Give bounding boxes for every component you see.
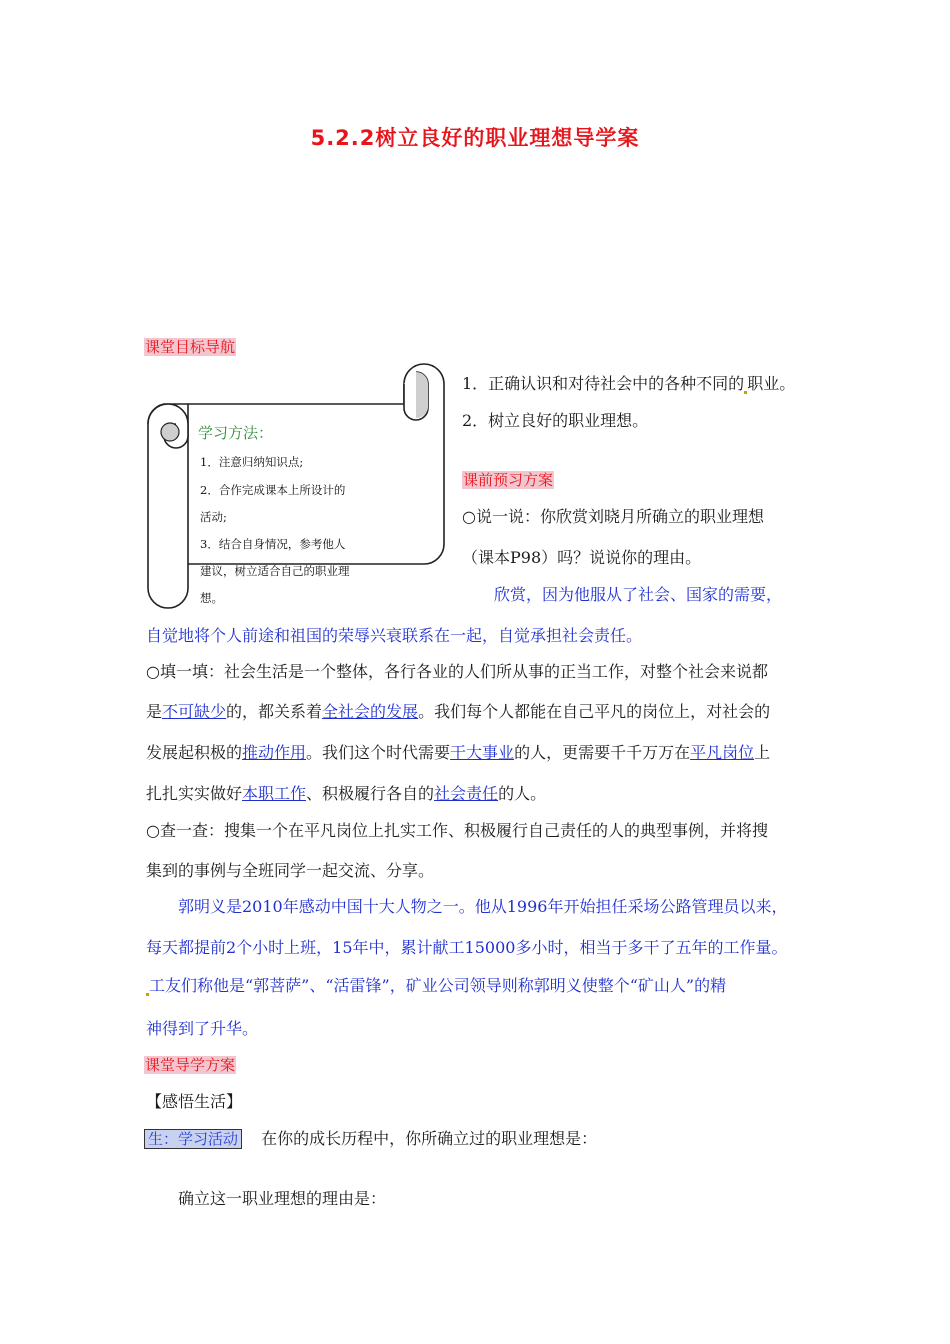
- fill-blank-2: 全社会的发展: [322, 702, 419, 721]
- check-line-2: 集到的事例与全班同学一起交流、分享。: [146, 861, 435, 880]
- fill-blank-1: 不可缺少: [162, 702, 227, 721]
- scroll-line-1: 1．注意归纳知识点;: [200, 455, 304, 469]
- fill-line-3: 发展起积极的推动作用。我们这个时代需要干大事业的人，更需要千千万万在平凡岗位上: [146, 743, 771, 762]
- scroll-heading: 学习方法：: [198, 424, 274, 442]
- feel-heading: 【感悟生活】: [146, 1092, 243, 1111]
- say-answer-1: 欣赏，因为他服从了社会、国家的需要，: [494, 585, 783, 604]
- scroll-line-4: 3．结合自身情况，参考他人: [200, 537, 346, 551]
- fill-line-1: ○填一填：社会生活是一个整体，各行各业的人们所从事的正当工作，对整个社会来说都: [146, 662, 768, 681]
- say-answer-2: 自觉地将个人前途和祖国的荣辱兴衰联系在一起，自觉承担社会责任。: [146, 626, 643, 645]
- scroll-line-2: 2．合作完成课本上所设计的: [200, 483, 346, 497]
- section-preview-heading: 课前预习方案: [463, 471, 554, 489]
- activity-row: [144, 1126, 597, 1149]
- fill-line-2: 是不可缺少的，都关系着全社会的发展。我们每个人都能在自己平凡的岗位上，对社会的: [146, 702, 771, 721]
- fill-blank-7: 社会责任: [434, 784, 499, 803]
- fill-blank-6: 本职工作: [242, 784, 307, 803]
- section-class-heading: 课堂导学方案: [145, 1056, 236, 1074]
- fill-line-4: 扎扎实实做好本职工作、积极履行各自的社会责任的人。: [146, 784, 547, 803]
- goal-2: 2．树立良好的职业理想。: [462, 411, 649, 430]
- check-answer-1: 郭明义是2010年感动中国十大人物之一。他从1996年开始担任采场公路管理员以来，: [178, 897, 788, 916]
- fill-blank-5: 平凡岗位: [690, 743, 755, 762]
- say-question-1: ○说一说：你欣赏刘晓月所确立的职业理想: [462, 507, 764, 526]
- scroll-line-6: 想。: [200, 591, 223, 605]
- goal-1: 1．正确认识和对待社会中的各种不同的 职业。: [462, 374, 796, 393]
- say-question-2: （课本P98）吗？说说你的理由。: [462, 548, 702, 567]
- fill-blank-3: 推动作用: [242, 743, 307, 762]
- check-answer-3: 工友们称他是“郭菩萨”、“活雷锋”，矿业公司领导则称郭明义使整个“矿山人”的精: [146, 973, 726, 996]
- check-answer-2: 每天都提前2个小时上班，15年中，累计献工15000多小时，相当于多干了五年的工作量。: [146, 938, 788, 957]
- check-answer-4: 神得到了升华。: [146, 1019, 259, 1038]
- activity-question: 在你的成长历程中，你所确立过的职业理想是：: [261, 1129, 598, 1148]
- reason-question: 确立这一职业理想的理由是：: [178, 1189, 387, 1208]
- scroll-line-3: 活动;: [200, 510, 227, 524]
- fill-blank-4: 干大事业: [450, 743, 515, 762]
- section-goal-heading: 课堂目标导航: [145, 338, 236, 356]
- check-line-1: ○查一查：搜集一个在平凡岗位上扎实工作、积极履行自己责任的人的典型事例，并将搜: [146, 821, 768, 840]
- activity-tag: 生：学习活动: [144, 1129, 242, 1149]
- page-title: 5.2.2树立良好的职业理想导学案: [310, 126, 640, 150]
- scroll-line-5: 建议，树立适合自己的职业理: [200, 564, 350, 578]
